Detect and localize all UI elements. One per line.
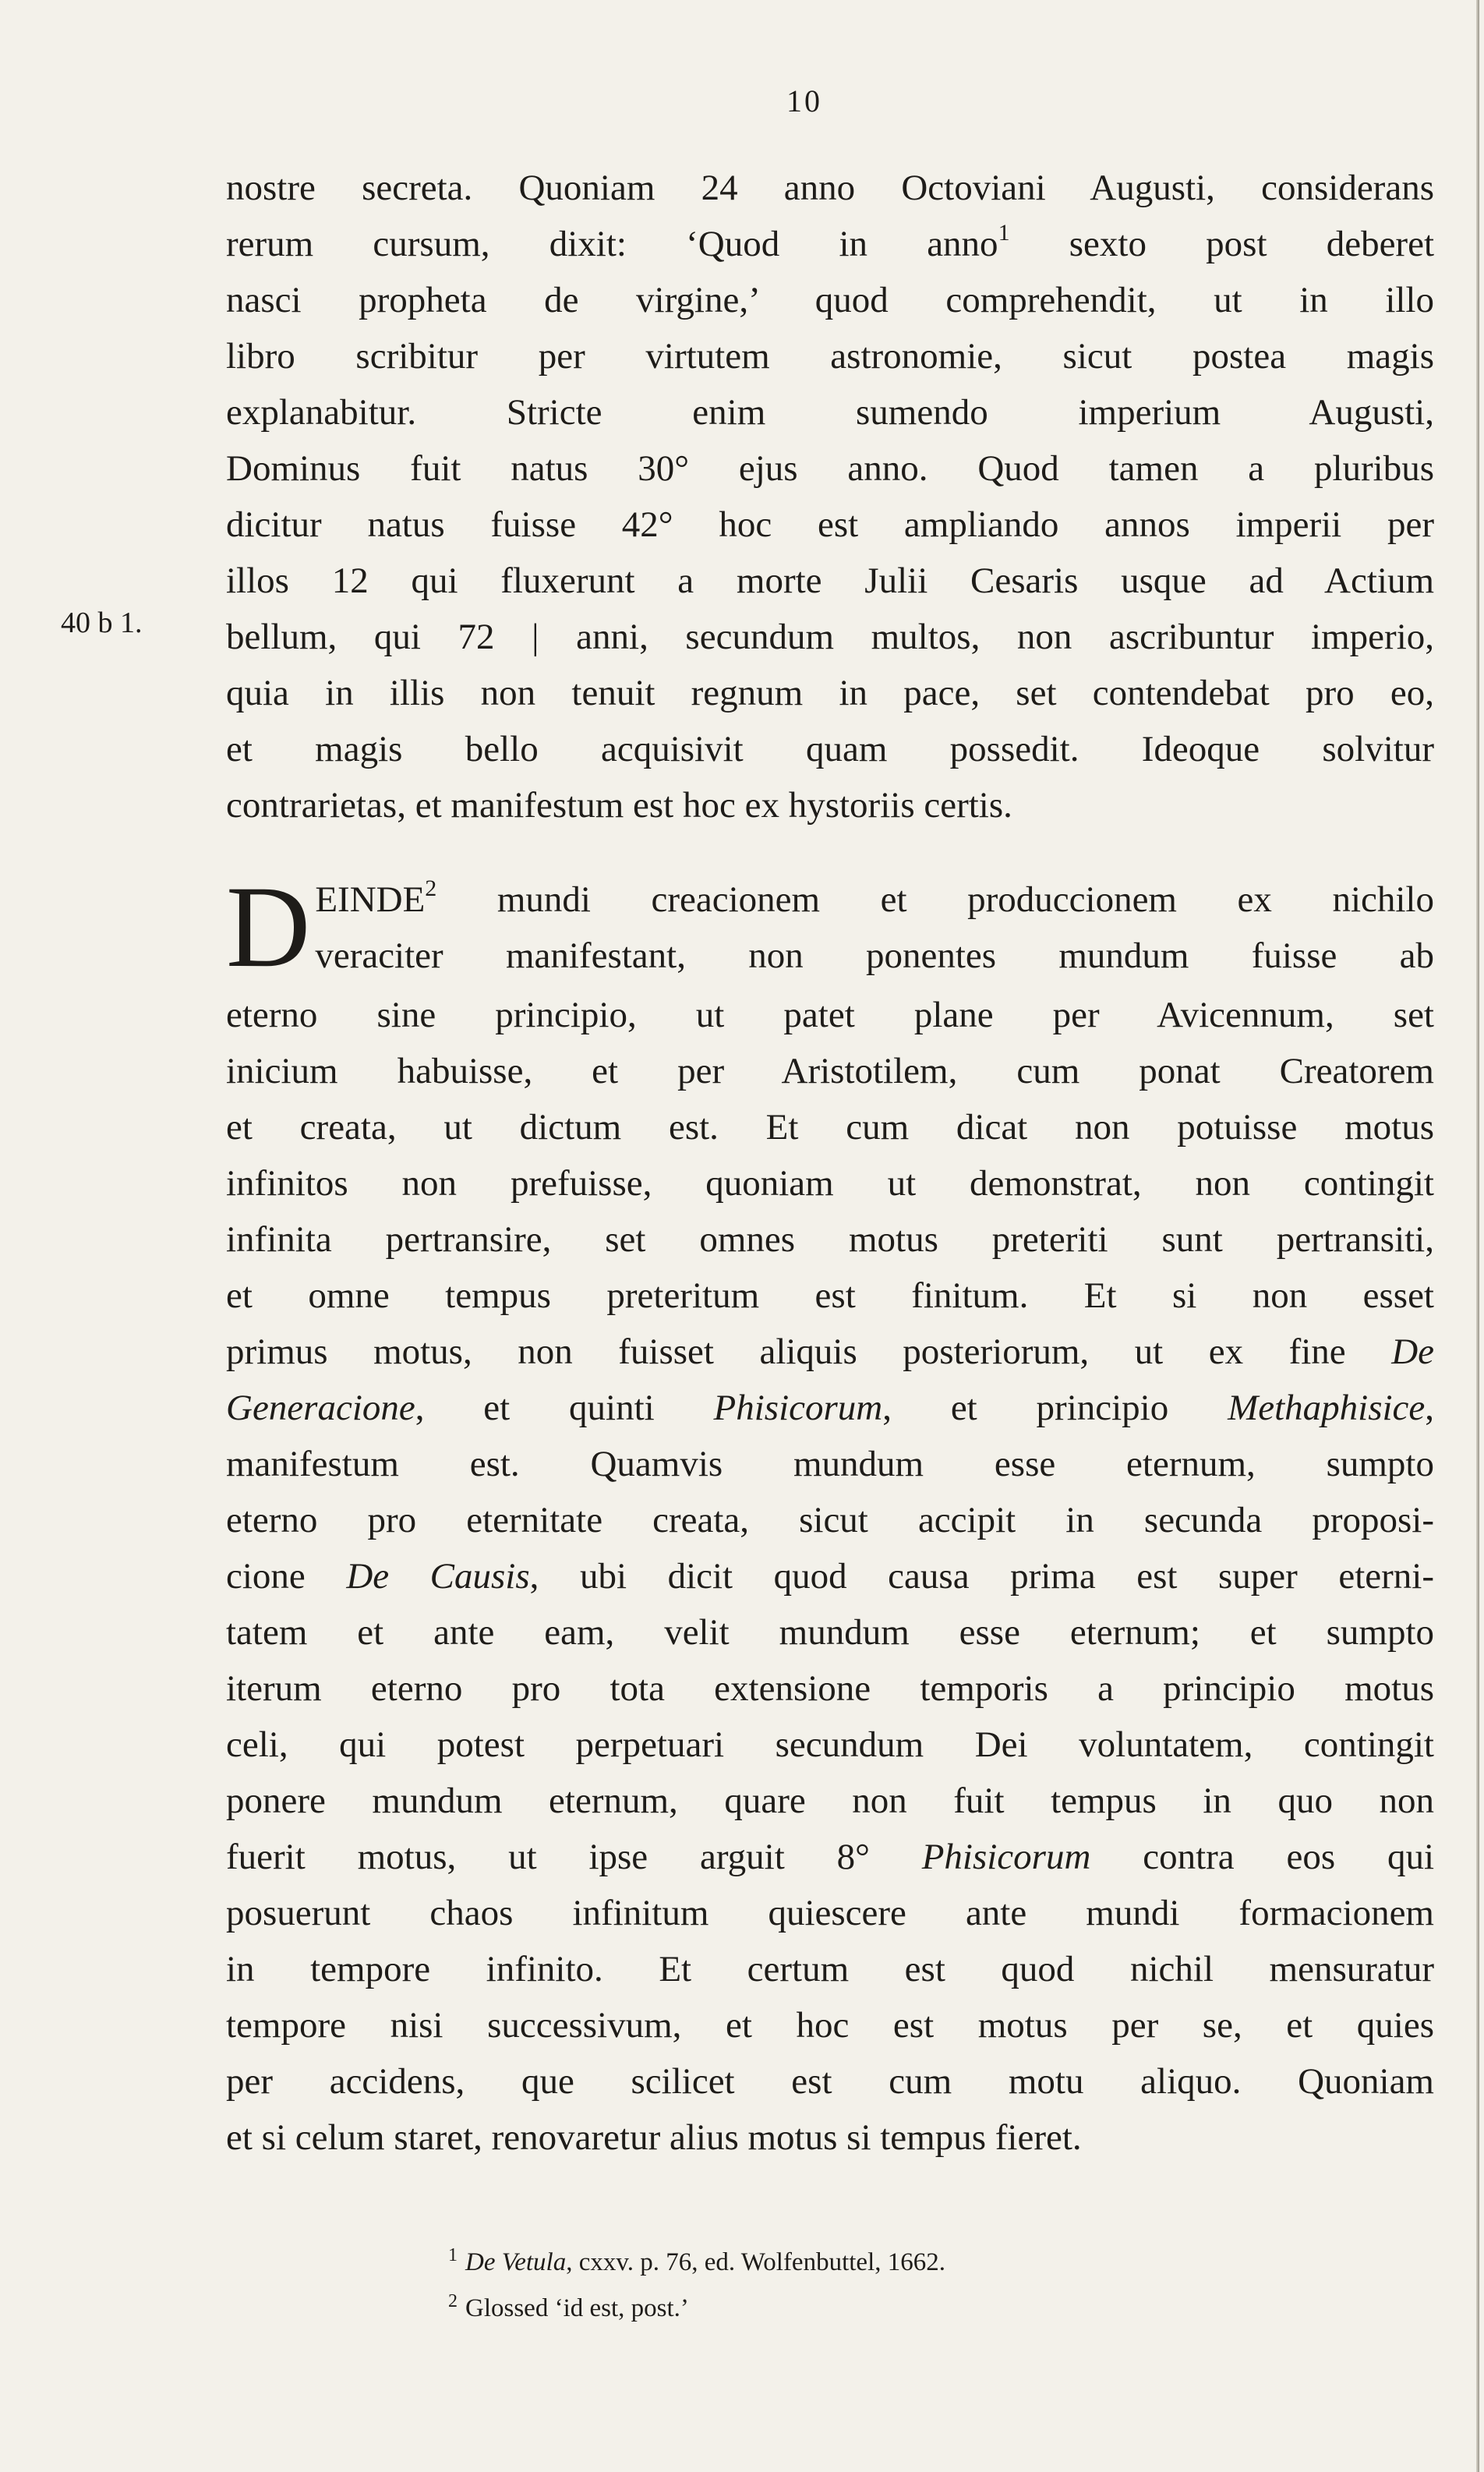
text-line: illos 12 qui fluxerunt a morte Julii Cesaris usque ad Actium xyxy=(226,561,1434,601)
text-line xyxy=(226,872,1434,928)
italic-title: Phisicorum xyxy=(921,1837,1091,1877)
text-line: inicium habuisse, et per Aristotilem, cum ponat Creatorem xyxy=(226,1051,1434,1091)
text-span: mundi creacionem et produccionem ex nichilo xyxy=(436,879,1434,920)
text-line: dicitur natus fuisse 42° hoc est ampliando annos imperii per xyxy=(226,504,1434,545)
italic-title: De Vetula xyxy=(465,2248,567,2276)
text-span: , xyxy=(1425,1388,1435,1428)
footnotes xyxy=(448,2236,945,2328)
text-line: tempore nisi successivum, et hoc est motus per se, et quies xyxy=(226,2005,1434,2046)
text-line: manifestum est. Quamvis mundum esse eternum, sumpto xyxy=(226,1444,1434,1484)
footnote-1 xyxy=(448,2236,945,2282)
text-line: per accidens, que scilicet est cum motu aliquo. Quoniam xyxy=(226,2061,1434,2102)
margin-reference: 40 b 1. xyxy=(61,607,143,639)
italic-title: De xyxy=(1391,1331,1434,1372)
text-span: cione xyxy=(226,1556,347,1597)
text-span: sexto post deberet xyxy=(1009,224,1434,264)
text-span: , et principio xyxy=(882,1388,1228,1428)
footnote-mark: 1 xyxy=(448,2245,458,2265)
text-line: infinita pertransire, set omnes motus preteriti sunt pertransiti, xyxy=(226,1219,1434,1260)
italic-title: Methaphisice xyxy=(1228,1388,1426,1428)
text-line: veraciter manifestant, non ponentes mundum fuisse ab xyxy=(315,935,1434,976)
paragraph-1 xyxy=(226,160,1434,833)
text-line: iterum eterno pro tota extensione temporis a principio motus xyxy=(226,1668,1434,1709)
text-line: et creata, ut dictum est. Et cum dicat non potuisse motus xyxy=(226,1107,1434,1148)
text-line: in tempore infinito. Et certum est quod nichil mensuratur xyxy=(226,1949,1434,1989)
italic-title: Generacione xyxy=(226,1388,415,1428)
text-line: contrarietas, et manifestum est hoc ex hystoriis certis. xyxy=(226,785,1012,826)
text-line: bellum, qui 72 | anni, secundum multos, non ascribuntur imperio, xyxy=(226,617,1434,657)
text-line xyxy=(226,1380,1434,1436)
footnote-mark: 2 xyxy=(448,2291,458,2311)
footnote-ref-1: 1 xyxy=(998,220,1010,246)
text-line: celi, qui potest perpetuari secundum Dei voluntatem, contingit xyxy=(226,1724,1434,1765)
text-line: libro scribitur per virtutem astronomie, sicut postea magis xyxy=(226,336,1434,377)
text-span: , ubi dicit quod causa prima est super eterni- xyxy=(529,1556,1435,1597)
page-edge xyxy=(1476,0,1479,2472)
text-span: fuerit motus, ut ipse arguit 8° xyxy=(226,1837,922,1877)
text-line: et magis bello acquisivit quam possedit. Ideoque solvitur xyxy=(226,729,1434,769)
italic-title: De Causis xyxy=(346,1556,530,1597)
text-span: rerum cursum, dixit: ‘Quod in anno xyxy=(226,224,998,264)
text-span: , et quinti xyxy=(415,1388,714,1428)
text-line: nostre secreta. Quoniam 24 anno Octoviani Augusti, considerans xyxy=(226,168,1434,208)
text-line: quia in illis non tenuit regnum in pace, set contendebat pro eo, xyxy=(226,673,1434,713)
text-line: posuerunt chaos infinitum quiescere ante mundi formacionem xyxy=(226,1893,1434,1933)
text-line: tatem et ante eam, velit mundum esse eternum; et sumpto xyxy=(226,1612,1434,1653)
page-number: 10 xyxy=(786,83,822,118)
text-line: Dominus fuit natus 30° ejus anno. Quod tamen a pluribus xyxy=(226,448,1434,489)
text-line: ponere mundum eternum, quare non fuit tempus in quo non xyxy=(226,1781,1434,1821)
text-line: eterno sine principio, ut patet plane per Avicennum, set xyxy=(226,995,1434,1035)
text-span: primus motus, non fuisset aliquis posteriorum, ut ex fine xyxy=(226,1331,1392,1372)
text-line xyxy=(226,1324,1434,1380)
text-line xyxy=(226,1548,1434,1604)
text-line xyxy=(226,216,1434,272)
text-line xyxy=(226,1829,1434,1885)
drop-cap: D xyxy=(226,862,311,992)
footnote-ref-2: 2 xyxy=(425,875,437,901)
text-span: contra eos qui xyxy=(1090,1837,1435,1877)
paragraph-2 xyxy=(226,862,1435,2166)
text-line: eterno pro eternitate creata, sicut accipit in secunda proposi- xyxy=(226,1500,1434,1540)
text-line: explanabitur. Stricte enim sumendo imperium Augusti, xyxy=(226,392,1434,433)
text-span: Glossed ‘id est, post.’ xyxy=(465,2294,689,2322)
text-line: et si celum staret, renovaretur alius motus si tempus fieret. xyxy=(226,2117,1082,2158)
text-span: , cxxv. p. 76, ed. Wolfenbuttel, 1662. xyxy=(566,2248,945,2276)
text-line: nasci propheta de virgine,’ quod comprehendit, ut in illo xyxy=(226,280,1434,320)
text-line: et omne tempus preteritum est finitum. Et si non esset xyxy=(226,1275,1434,1316)
footnote-2 xyxy=(448,2282,945,2328)
text-line: infinitos non prefuisse, quoniam ut demonstrat, non contingit xyxy=(226,1163,1434,1204)
text-span: EINDE xyxy=(315,879,426,920)
italic-title: Phisicorum xyxy=(713,1388,883,1428)
